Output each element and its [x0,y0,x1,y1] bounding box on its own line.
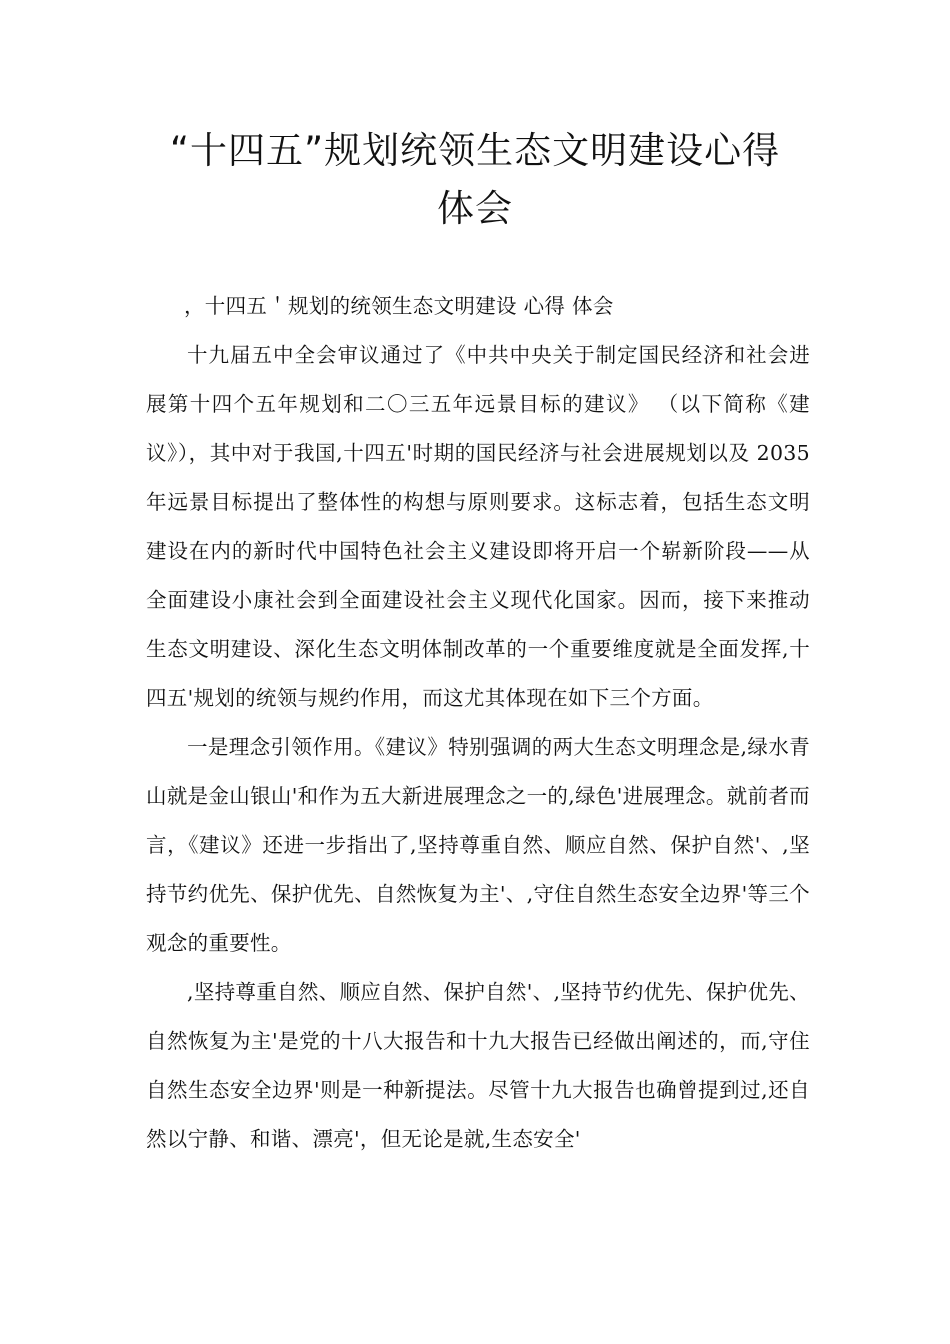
document-subtitle: ，十四五＇规划的统领生态文明建设 心得 体会 [184,294,614,318]
paragraph-3: ,坚持尊重自然、顺应自然、保护自然'、,坚持节约优先、保护优先、自然恢复为主'是党的十八大报告和十九大报告已经做出阐述的，而,守住自然生态安全边界'则是一种新提法。尽管十九大报告也确曾提到过,还自然以宁静、和谐、漂亮'，但无论是就,生态安全' [146,980,810,1151]
paragraph-2: 一是理念引领作用。《建议》特别强调的两大生态文明理念是,绿水青山就是金山银山'和作为五大新进展理念之一的,绿色'进展理念。就前者而言，《建议》还进一步指出了,坚持尊重自然、顺应自然、保护自然'、,坚持节约优先、保护优先、自然恢复为主'、,守住自然生态安全边界'等三个观念的重要性。 [146,735,810,955]
document-title [140,122,810,238]
title-line-1: “十四五”规划统领生态文明建设心得 [169,129,781,172]
title-line-2: 体会 [437,187,513,230]
paragraph-1: 十九届五中全会审议通过了《中共中央关于制定国民经济和社会进展第十四个五年规划和二〇三五年远景目标的建议》 （以下简称《建议》），其中对于我国,十四五'时期的国民经济与社会进展规划以及 2035 年远景目标提出了整体性的构想与原则要求。这标志着，包括生态文明建设在内的新时代中国特色社会主义建设即将开启一个崭新阶段——从全面建设小康社会到全面建设社会主义现代化国家。因而，接下来推动生态文明建设、深化生态文明体制改革的一个重要维度就是全面发挥,十四五'规划的统领与规约作用，而这尤其体现在如下三个方面。 [146,343,810,710]
document-body [146,282,810,1164]
